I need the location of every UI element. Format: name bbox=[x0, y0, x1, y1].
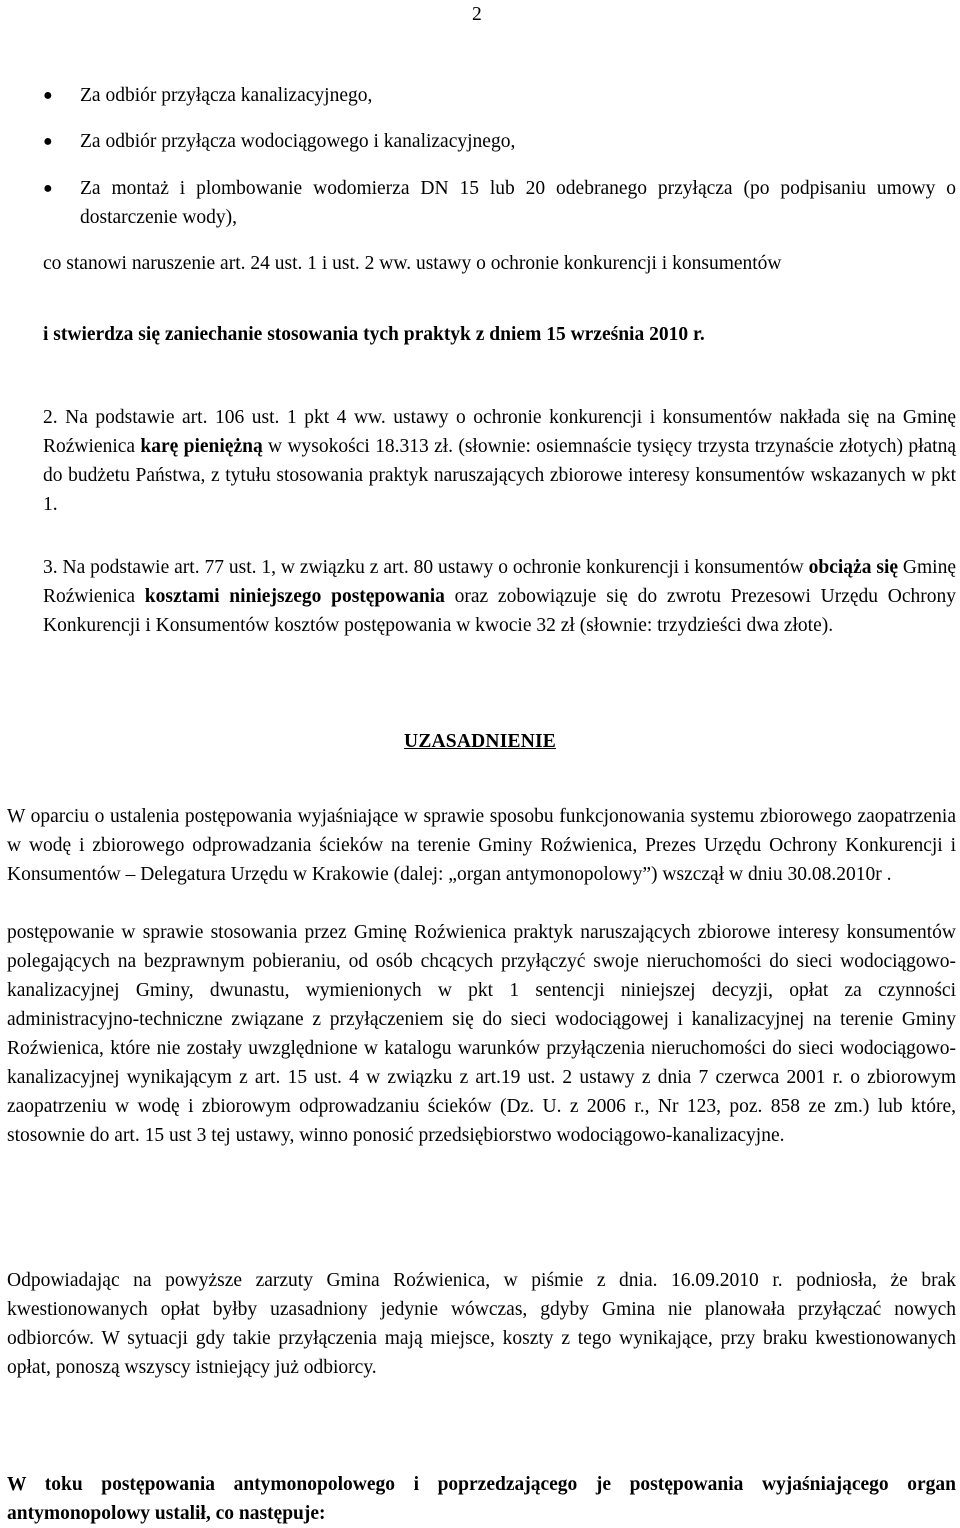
cessation-statement: i stwierdza się zaniechanie stosowania tych praktyk z dniem 15 września 2010 r. bbox=[43, 324, 705, 345]
list-item bbox=[43, 81, 956, 110]
section-heading: UZASADNIENIE bbox=[404, 731, 556, 752]
bullet-text: Za montaż i plombowanie wodomierza DN 15 lub 20 odebranego przyłącza (po podpisaniu umowy o dostarczenie wody), bbox=[80, 178, 956, 228]
bullet-icon: ● bbox=[43, 180, 53, 197]
penalty-bold: karę pieniężną bbox=[140, 436, 263, 457]
item-3-costs: 3. Na podstawie art. 77 ust. 1, w związku z art. 80 ustawy o ochronie konkurencji i konsumentów obciąża się Gminę Roźwienica kosztami niniejszego postępowania oraz zobowiązuje się do zwrotu Prezesowi Urzędu Ochrony Konkurencji i Konsumentów kosztów postępowania w kwocie 32 zł (słownie: trzydzieści dwa złote). bbox=[43, 557, 957, 636]
list-item bbox=[43, 174, 956, 232]
justification-paragraph-3: Odpowiadając na powyższe zarzuty Gmina Roźwienica, w piśmie z dnia. 16.09.2010 r. podniosła, że brak kwestionowanych opłat byłby uzasadniony jedynie wówczas, gdyby Gmina nie planowała przyłączać nowych odbiorców. W sytuacji gdy takie przyłączenia mają miejsce, koszty z tego wynikające, przy braku kwestionowanych opłat, ponoszą wszyscy istniejący już odbiorcy. bbox=[7, 1270, 956, 1378]
bullet-text: Za odbiór przyłącza wodociągowego i kanalizacyjnego, bbox=[80, 131, 516, 152]
findings-intro: W toku postępowania antymonopolowego i poprzedzającego je postępowania wyjaśniającego organ antymonopolowy ustalił, co następuje: bbox=[7, 1474, 956, 1524]
violation-statement: co stanowi naruszenie art. 24 ust. 1 i ust. 2 ww. ustawy o ochronie konkurencji i konsumentów bbox=[43, 253, 782, 274]
item-2-penalty: 2. Na podstawie art. 106 ust. 1 pkt 4 ww. ustawy o ochronie konkurencji i konsumentów nakłada się na Gminę Roźwienica karę pieniężną w wysokości 18.313 zł. (słownie: osiemnaście tysięcy trzysta trzynaście złotych) płatną do budżetu Państwa, z tytułu stosowania praktyk naruszających zbiorowe interesy konsumentów wskazanych w pkt 1. bbox=[43, 407, 956, 515]
bullet-text: Za odbiór przyłącza kanalizacyjnego, bbox=[80, 85, 373, 106]
justification-paragraph-2: postępowanie w sprawie stosowania przez Gminę Roźwienica praktyk naruszających zbiorowe interesy konsumentów polegających na bezprawnym pobieraniu, od osób chcących przyłączyć swoje nieruchomości do sieci wodociągowo-kanalizacyjnej Gminy, dwunastu, wymienionych w pkt 1 sentencji niniejszej decyzji, opłat za czynności administracyjno-techniczne związane z przyłączeniem się do sieci wodociągowej i kanalizacyjnej na terenie Gminy Roźwienica, które nie zostały uwzględnione w katalogu warunków przyłączenia nieruchomości do sieci wodociągowo-kanalizacyjnej wynikającym z art. 15 ust. 4 w związku z art.19 ust. 2 ustawy z dnia 7 czerwca 2001 r. o zbiorowym zaopatrzeniu w wodę i zbiorowym odprowadzaniu ścieków (Dz. U. z 2006 r., Nr 123, poz. 858 ze zm.) lub które, stosownie do art. 15 ust 3 tej ustawy, winno ponosić przedsiębiorstwo wodociągowo-kanalizacyjne. bbox=[7, 922, 956, 1146]
justification-paragraph-1: W oparciu o ustalenia postępowania wyjaśniające w sprawie sposobu funkcjonowania systemu zbiorowego zaopatrzenia w wodę i zbiorowego odprowadzania ścieków na terenie Gminy Roźwienica, Prezes Urzędu Ochrony Konkurencji i Konsumentów – Delegatura Urzędu w Krakowie (dalej: „organ antymonopolowy”) wszczął w dniu 30.08.2010r . bbox=[7, 806, 956, 885]
page-number: 2 bbox=[472, 4, 482, 25]
list-item bbox=[43, 127, 956, 156]
bullet-icon: ● bbox=[43, 87, 53, 104]
bullet-icon: ● bbox=[43, 133, 53, 150]
